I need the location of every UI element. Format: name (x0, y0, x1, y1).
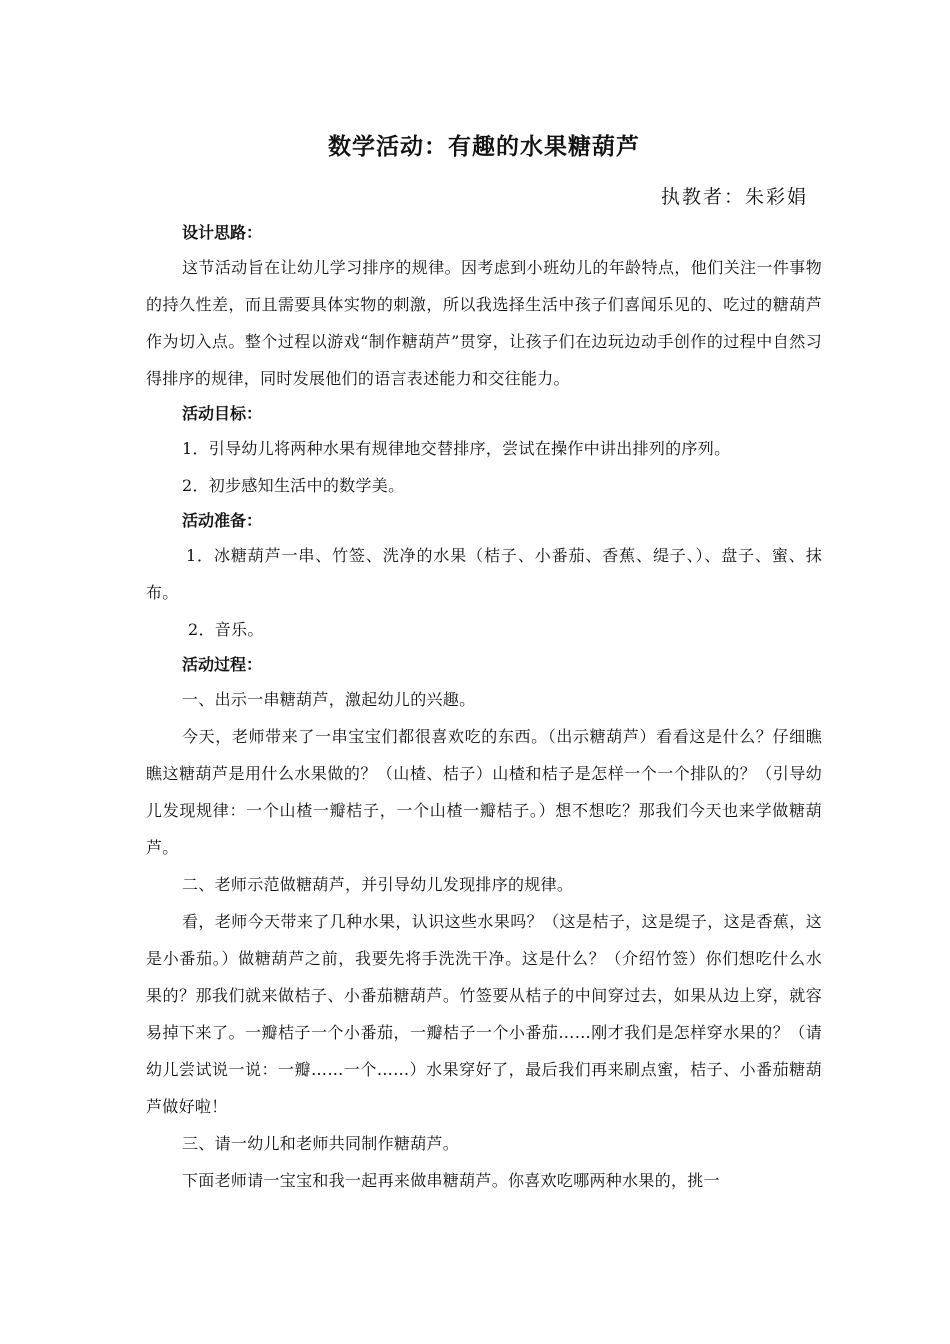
design-heading: 设计思路： (182, 223, 263, 242)
author-line: 执教者：朱彩娟 (660, 186, 808, 208)
prep-item-2: 2．音乐。 (188, 620, 264, 639)
process-step-2-title: 二、老师示范做糖葫芦，并引导幼儿发现排序的规律。 (182, 875, 574, 894)
document-page (146, 130, 822, 1199)
document-title: 数学活动：有趣的水果糖葫芦 (328, 134, 640, 160)
process-step-3-text: 下面老师请一宝宝和我一起再来做串糖葫芦。你喜欢吃哪两种水果的，挑一 (182, 1171, 720, 1190)
goals-heading: 活动目标： (182, 404, 263, 423)
process-step-1-title: 一、出示一串糖葫芦，激起幼儿的兴趣。 (182, 690, 476, 709)
goal-item-2: 2．初步感知生活中的数学美。 (182, 476, 405, 495)
prep-heading: 活动准备： (182, 511, 263, 530)
process-step-3-title: 三、请一幼儿和老师共同制作糖葫芦。 (182, 1134, 460, 1153)
prep-item-1: 1．冰糖葫芦一串、竹签、洗净的水果（桔子、小番茄、香蕉、缇子、）、盘子、蜜、抹布。 (146, 546, 822, 602)
process-step-1-text: 今天，老师带来了一串宝宝们都很喜欢吃的东西。（出示糖葫芦）看看这是什么？仔细瞧瞧这糖葫芦是用什么水果做的？（山楂、桔子）山楂和桔子是怎样一个一个排队的？（引导幼儿发现规律：一个山楂一瓣桔子，一个山楂一瓣桔子。）想不想吃？那我们今天也来学做糖葫芦。 (146, 727, 822, 857)
goal-item-1: 1．引导幼儿将两种水果有规律地交替排序，尝试在操作中讲出排列的序列。 (182, 439, 731, 458)
process-heading: 活动过程： (182, 655, 263, 674)
design-paragraph: 这节活动旨在让幼儿学习排序的规律。因考虑到小班幼儿的年龄特点，他们关注一件事物的持久性差，而且需要具体实物的刺激，所以我选择生活中孩子们喜闻乐见的、吃过的糖葫芦作为切入点。整个过程以游戏“制作糖葫芦”贯穿，让孩子们在边玩边动手创作的过程中自然习得排序的规律，同时发展他们的语言表述能力和交往能力。 (146, 258, 822, 388)
process-step-2-text: 看，老师今天带来了几种水果，认识这些水果吗？（这是桔子，这是缇子，这是香蕉，这是小番茄。）做糖葫芦之前，我要先将手洗洗干净。这是什么？（介绍竹签）你们想吃什么水果的？那我们就来做桔子、小番茄糖葫芦。竹签要从桔子的中间穿过去，如果从边上穿，就容易掉下来了。一瓣桔子一个小番茄，一瓣桔子一个小番茄……刚才我们是怎样穿水果的？（请幼儿尝试说一说：一瓣……一个……）水果穿好了，最后我们再来刷点蜜，桔子、小番茄糖葫芦做好啦！ (146, 912, 822, 1116)
